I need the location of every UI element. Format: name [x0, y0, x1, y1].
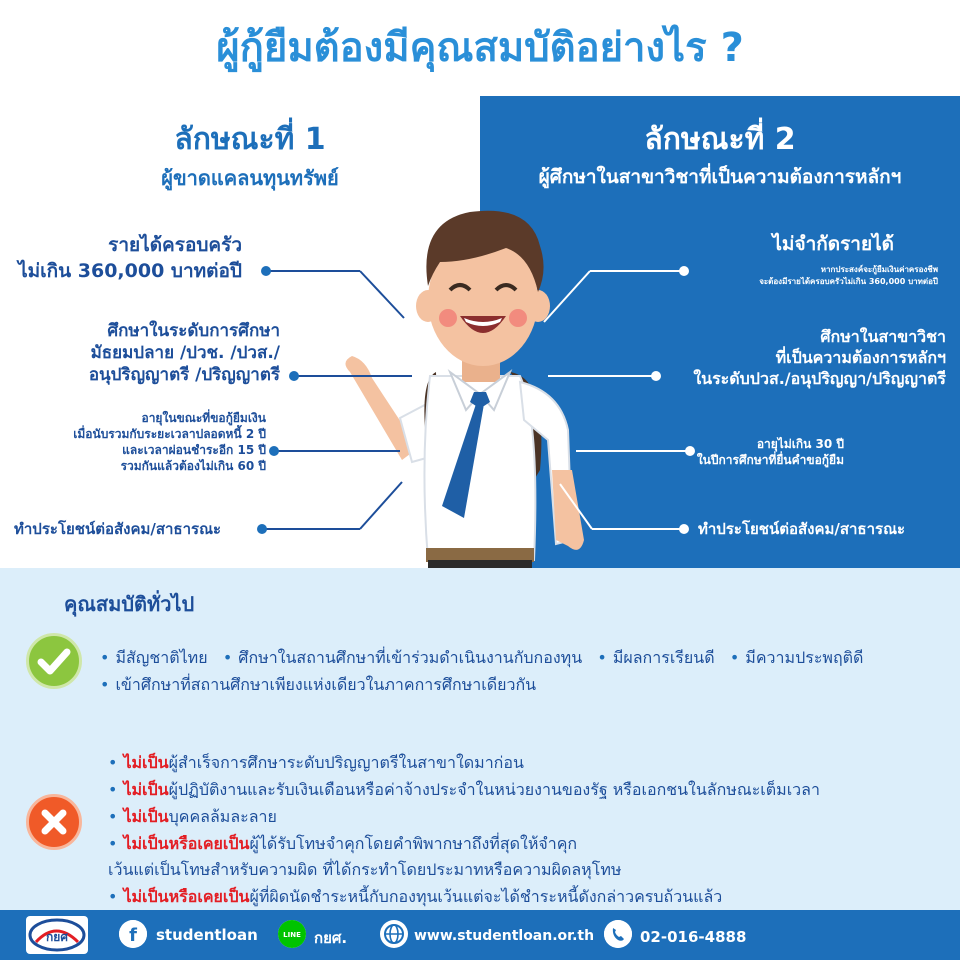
type2-item-income-note1: หากประสงค์จะกู้ยืมเงินค่าครองชีพ	[820, 265, 938, 274]
general-title: คุณสมบัติทั่วไป	[64, 592, 195, 616]
type1-item-income-line1: รายได้ครอบครัว	[108, 234, 242, 256]
svg-text:LINE: LINE	[283, 931, 301, 939]
type1-item-education-line2: มัธยมปลาย /ปวช. /ปวส./	[90, 343, 280, 363]
type1-item-income	[18, 232, 242, 284]
svg-text:f: f	[129, 925, 137, 946]
type1-item-education-line1: ศึกษาในระดับการศึกษา	[107, 321, 280, 341]
positive-item: ศึกษาในสถานศึกษาที่เข้าร่วมดำเนินงานกับกองทุน	[238, 648, 583, 667]
type1-heading: ลักษณะที่ 1	[174, 122, 326, 157]
type2-item-income	[772, 232, 894, 256]
type2-item-social	[698, 519, 905, 539]
type2-item-education-line1: ศึกษาในสาขาวิชา	[820, 327, 946, 346]
negative-item: ผู้ที่ผิดนัดชำระหนี้กับกองทุนเว้นแต่จะได้ชำระหนี้ดังกล่าวครบถ้วนแล้ว	[249, 887, 723, 906]
negative-line-3: • ไม่เป็นบุคคลล้มละลาย	[108, 807, 277, 826]
negative-item: เว้นแต่เป็นโทษสำหรับความผิด ที่ได้กระทำโดยประมาทหรือความผิดลหุโทษ	[108, 860, 622, 879]
negative-line-4: • ไม่เป็นหรือเคยเป็นผู้ได้รับโทษจำคุกโดยคำพิพากษาถึงที่สุดให้จำคุก	[108, 834, 578, 853]
type2-item-income-note2: จะต้องมีรายได้ครอบครัวไม่เกิน 360,000 บาทต่อปี	[759, 277, 938, 286]
phone-number[interactable]: 02-016-4888	[640, 928, 747, 946]
type2-item-education-line3: ในระดับปวส./อนุปริญญา/ปริญญาตรี	[693, 369, 946, 388]
type1-item-age-line1: อายุในขณะที่ขอกู้ยืมเงิน	[141, 411, 266, 425]
positive-line-2: • เข้าศึกษาที่สถานศึกษาเพียงแห่งเดียวในภาคการศึกษาเดียวกัน	[100, 675, 537, 694]
negative-line-5	[108, 858, 621, 883]
negative-prefix: ไม่เป็น	[123, 780, 169, 799]
negative-item: ผู้ได้รับโทษจำคุกโดยคำพิพากษาถึงที่สุดให้จำคุก	[249, 834, 578, 853]
positive-item: มีสัญชาติไทย	[115, 648, 208, 667]
negative-item: บุคคลล้มละลาย	[168, 807, 277, 826]
check-icon	[26, 633, 82, 689]
page-title: ผู้กู้ยืมต้องมีคุณสมบัติอย่างไร ?	[216, 25, 744, 71]
negative-item: ผู้สำเร็จการศึกษาระดับปริญญาตรีในสาขาใดมาก่อน	[168, 753, 524, 772]
negative-line-2: • ไม่เป็นผู้ปฏิบัติงานและรับเงินเดือนหรือค่าจ้างประจำในหน่วยงานของรัฐ หรือเอกชนในลักษณะเต็มเวลา	[108, 780, 820, 799]
type2-item-age-line1: อายุไม่เกิน 30 ปี	[756, 437, 844, 451]
type2-item-education-line2: ที่เป็นความต้องการหลักฯ	[775, 348, 946, 367]
type2-item-social-line1: ทำประโยชน์ต่อสังคม/สาธารณะ	[698, 520, 906, 538]
type2-item-age	[697, 436, 844, 468]
type1-item-age-line2: เมื่อนับรวมกับระยะเวลาปลอดหนี้ 2 ปี	[73, 427, 266, 441]
type1-subheading: ผู้ขาดแคลนทุนทรัพย์	[161, 166, 339, 190]
type2-item-age-line2: ในปีการศึกษาที่ยื่นคำขอกู้ยืม	[696, 453, 844, 467]
cross-icon	[26, 794, 82, 850]
positive-item: มีผลการเรียนดี	[612, 648, 715, 667]
type1-item-social-line1: ทำประโยชน์ต่อสังคม/สาธารณะ	[14, 520, 222, 538]
line-icon[interactable]	[278, 920, 306, 948]
website-link[interactable]: www.studentloan.or.th	[414, 928, 595, 944]
type2-heading: ลักษณะที่ 2	[644, 122, 796, 157]
negative-prefix: ไม่เป็น	[123, 807, 169, 826]
negative-prefix: ไม่เป็น	[123, 887, 169, 906]
facebook-link[interactable]: studentloan	[156, 926, 258, 944]
logo-icon	[26, 916, 88, 954]
positive-item: มีความประพฤติดี	[745, 648, 864, 667]
positive-item: เข้าศึกษาที่สถานศึกษาเพียงแห่งเดียวในภาคการศึกษาเดียวกัน	[115, 675, 537, 694]
negative-prefix-ever: หรือเคยเป็น	[168, 834, 250, 853]
negative-prefix-ever: หรือเคยเป็น	[168, 887, 250, 906]
svg-text:กยศ: กยศ	[46, 930, 68, 944]
facebook-icon[interactable]	[119, 920, 147, 948]
negative-line-1: • ไม่เป็นผู้สำเร็จการศึกษาระดับปริญญาตรีในสาขาใดมาก่อน	[108, 753, 524, 772]
type2-item-education	[693, 326, 946, 389]
globe-icon[interactable]	[380, 920, 408, 948]
type1-item-age-line3: และเวลาผ่อนชำระอีก 15 ปี	[122, 443, 266, 457]
phone-icon[interactable]	[604, 920, 632, 948]
type1-item-education-line3: อนุปริญญาตรี /ปริญญาตรี	[88, 365, 280, 385]
positive-line-1: • มีสัญชาติไทย • ศึกษาในสถานศึกษาที่เข้าร่วมดำเนินงานกับกองทุน • มีผลการเรียนดี • มีความประพฤติดี	[100, 648, 864, 667]
logo	[26, 916, 88, 954]
negative-item: ผู้ปฏิบัติงานและรับเงินเดือนหรือค่าจ้างประจำในหน่วยงานของรัฐ หรือเอกชนในลักษณะเต็มเวลา	[168, 780, 820, 799]
type2-subheading: ผู้ศึกษาในสาขาวิชาที่เป็นความต้องการหลักฯ	[538, 166, 902, 188]
type2-item-income-line1: ไม่จำกัดรายได้	[772, 233, 894, 255]
line-link[interactable]: กยศ.	[314, 929, 348, 947]
type1-item-income-line2: ไม่เกิน 360,000 บาทต่อปี	[18, 260, 242, 282]
type1-item-social	[14, 519, 221, 539]
negative-line-6: • ไม่เป็นหรือเคยเป็นผู้ที่ผิดนัดชำระหนี้กับกองทุนเว้นแต่จะได้ชำระหนี้ดังกล่าวครบถ้วนแล้ว	[108, 887, 723, 906]
type1-item-age	[73, 410, 266, 474]
type1-item-age-line4: รวมกันแล้วต้องไม่เกิน 60 ปี	[120, 459, 266, 473]
type2-item-income-note	[759, 264, 938, 288]
negative-prefix: ไม่เป็น	[123, 834, 169, 853]
type1-item-education	[89, 320, 280, 386]
negative-prefix: ไม่เป็น	[123, 753, 169, 772]
